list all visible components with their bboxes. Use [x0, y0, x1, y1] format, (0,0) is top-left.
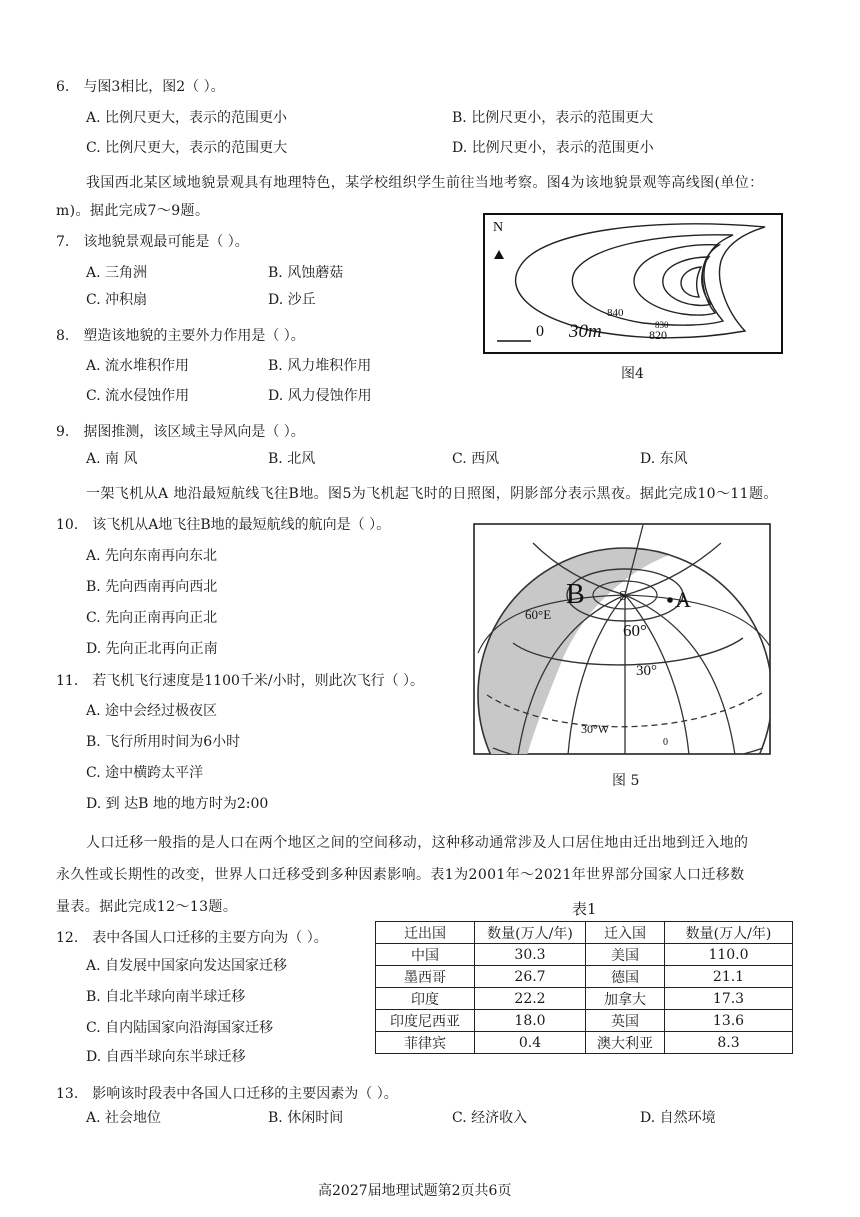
q9-stem: 9. 据图推测，该区域主导风向是（ ）。: [56, 424, 305, 440]
q10-option-d: D. 先向正北再向正南: [86, 641, 218, 657]
label-a: A: [675, 587, 691, 612]
q10-stem: 10. 该飞机从A地飞往B地的最短航线的航向是（ ）。: [56, 517, 391, 533]
table-cell: 英国: [586, 1010, 665, 1032]
q13-stem: 13. 影响该时段表中各国人口迁移的主要因素为（ ）。: [56, 1086, 398, 1102]
label-lat-60: 60°: [623, 621, 647, 640]
table-row: [376, 988, 793, 1010]
label-60e: 60°E: [525, 607, 552, 622]
q7-option-a: A. 三角洲: [86, 265, 148, 281]
q7-option-b: B. 风蚀蘑菇: [268, 265, 344, 281]
table-cell: 美国: [586, 944, 665, 966]
q11-option-a: A. 途中会经过极夜区: [86, 703, 218, 719]
scale-value: 30m: [569, 321, 602, 342]
q9-option-c: C. 西风: [452, 451, 500, 467]
q12-option-c: C. 自内陆国家向沿海国家迁移: [86, 1020, 274, 1036]
table-cell: 8.3: [665, 1032, 793, 1054]
table-row: [376, 1010, 793, 1032]
table-cell: 印度: [376, 988, 475, 1010]
table-cell: 22.2: [475, 988, 586, 1010]
contour-label-830: 830: [655, 320, 669, 330]
intro-12-13-line1: 人口迁移一般指的是人口在两个地区之间的空间移动，这种移动通常涉及人口居住地由迁出地到迁入地的: [86, 835, 749, 851]
table-cell: 17.3: [665, 988, 793, 1010]
q8-option-d: D. 风力侵蚀作用: [268, 388, 372, 404]
table-cell: 菲律宾: [376, 1032, 475, 1054]
table-cell: 26.7: [475, 966, 586, 988]
q9-option-b: B. 北风: [268, 451, 316, 467]
table-cell: 30.3: [475, 944, 586, 966]
table-cell: 印度尼西亚: [376, 1010, 475, 1032]
q12-option-b: B. 自北半球向南半球迁移: [86, 989, 246, 1005]
table-row: [376, 966, 793, 988]
table-header-row: [376, 922, 793, 944]
q10-option-c: C. 先向正南再向正北: [86, 610, 218, 626]
table-cell: 墨西哥: [376, 966, 475, 988]
figure-4-caption: 图4: [621, 366, 644, 382]
table-cell: 21.1: [665, 966, 793, 988]
point-a-marker: [667, 597, 673, 603]
label-s-pole: S: [619, 589, 627, 604]
intro-12-13-line2: 永久性或长期性的改变，世界人口迁移受到多种因素影响。表1为2001年～2021年世界部分国家人口迁移数: [56, 867, 745, 883]
q13-option-a: A. 社会地位: [86, 1110, 162, 1126]
table-cell: 澳大利亚: [586, 1032, 665, 1054]
figure-5-caption: 图 5: [612, 773, 640, 789]
table-cell: 110.0: [665, 944, 793, 966]
contour-label-840: 840: [607, 307, 624, 319]
table-header-cell: 数量(万人/年): [475, 922, 586, 944]
label-30w: 30°W: [581, 722, 610, 736]
table-cell: 18.0: [475, 1010, 586, 1032]
q11-option-d: D. 到 达B 地的地方时为2:00: [86, 796, 269, 812]
q8-option-c: C. 流水侵蚀作用: [86, 388, 190, 404]
figure-5-sunlight-map: [473, 523, 771, 755]
table-cell: 0.4: [475, 1032, 586, 1054]
table-1-title: 表1: [572, 900, 597, 918]
q11-stem: 11. 若飞机飞行速度是1100千米/小时，则此次飞行（ ）。: [56, 673, 425, 689]
q12-option-a: A. 自发展中国家向发达国家迁移: [86, 958, 288, 974]
q8-option-b: B. 风力堆积作用: [268, 358, 372, 374]
q9-option-a: A. 南 风: [86, 451, 138, 467]
table-header-cell: 迁入国: [586, 922, 665, 944]
table-1: [375, 921, 793, 1054]
intro-10-11: 一架飞机从A 地沿最短航线飞往B地。图5为飞机起飞时的日照图，阴影部分表示黑夜。据此完成10～11题。: [86, 486, 778, 502]
intro-12-13-line3: 量表。据此完成12～13题。: [56, 899, 238, 915]
q6-option-c: C. 比例尺更大，表示的范围更大: [86, 140, 288, 156]
intro-7-9-line1: 我国西北某区域地貌景观具有地理特色，某学校组织学生前往当地考察。图4为该地貌景观等高线图(单位：: [86, 175, 764, 191]
table-row: [376, 944, 793, 966]
table-cell: 德国: [586, 966, 665, 988]
table-header-cell: 迁出国: [376, 922, 475, 944]
q6-option-d: D. 比例尺更小，表示的范围更小: [452, 140, 654, 156]
table-header-cell: 数量(万人/年): [665, 922, 793, 944]
q13-option-b: B. 休闲时间: [268, 1110, 344, 1126]
q11-option-b: B. 飞行所用时间为6小时: [86, 734, 241, 750]
q6-option-b: B. 比例尺更小，表示的范围更大: [452, 110, 654, 126]
q9-option-d: D. 东风: [640, 451, 688, 467]
q13-option-c: C. 经济收入: [452, 1110, 528, 1126]
q10-option-a: A. 先向东南再向东北: [86, 548, 218, 564]
label-lat-30: 30°: [636, 663, 657, 679]
table-cell: 13.6: [665, 1010, 793, 1032]
q12-option-d: D. 自西半球向东半球迁移: [86, 1049, 246, 1065]
q6-stem: 6. 与图3相比，图2（ ）。: [56, 79, 225, 95]
scale-zero: 0: [536, 323, 544, 340]
q8-option-a: A. 流水堆积作用: [86, 358, 190, 374]
q6-option-a: A. 比例尺更大，表示的范围更小: [86, 110, 288, 126]
table-cell: 中国: [376, 944, 475, 966]
label-b: B: [566, 579, 585, 610]
q7-option-c: C. 冲积扇: [86, 292, 148, 308]
q7-option-d: D. 沙丘: [268, 292, 316, 308]
intro-7-9-line2: m)。据此完成7～9题。: [56, 203, 210, 219]
q11-option-c: C. 途中横跨太平洋: [86, 765, 204, 781]
q8-stem: 8. 塑造该地貌的主要外力作用是（ ）。: [56, 328, 305, 344]
figure-4-contour-map: [483, 213, 783, 355]
q10-option-b: B. 先向西南再向西北: [86, 579, 218, 595]
q7-stem: 7. 该地貌景观最可能是（ ）。: [56, 234, 249, 250]
q13-option-d: D. 自然环境: [640, 1110, 716, 1126]
north-label: N: [493, 220, 504, 235]
contour-label-820: 820: [649, 328, 667, 342]
q12-stem: 12. 表中各国人口迁移的主要方向为（ ）。: [56, 930, 328, 946]
label-lon-0: 0: [663, 737, 668, 748]
table-row: [376, 1032, 793, 1054]
table-cell: 加拿大: [586, 988, 665, 1010]
page-footer: 高2027届地理试题第2页共6页: [318, 1183, 512, 1199]
